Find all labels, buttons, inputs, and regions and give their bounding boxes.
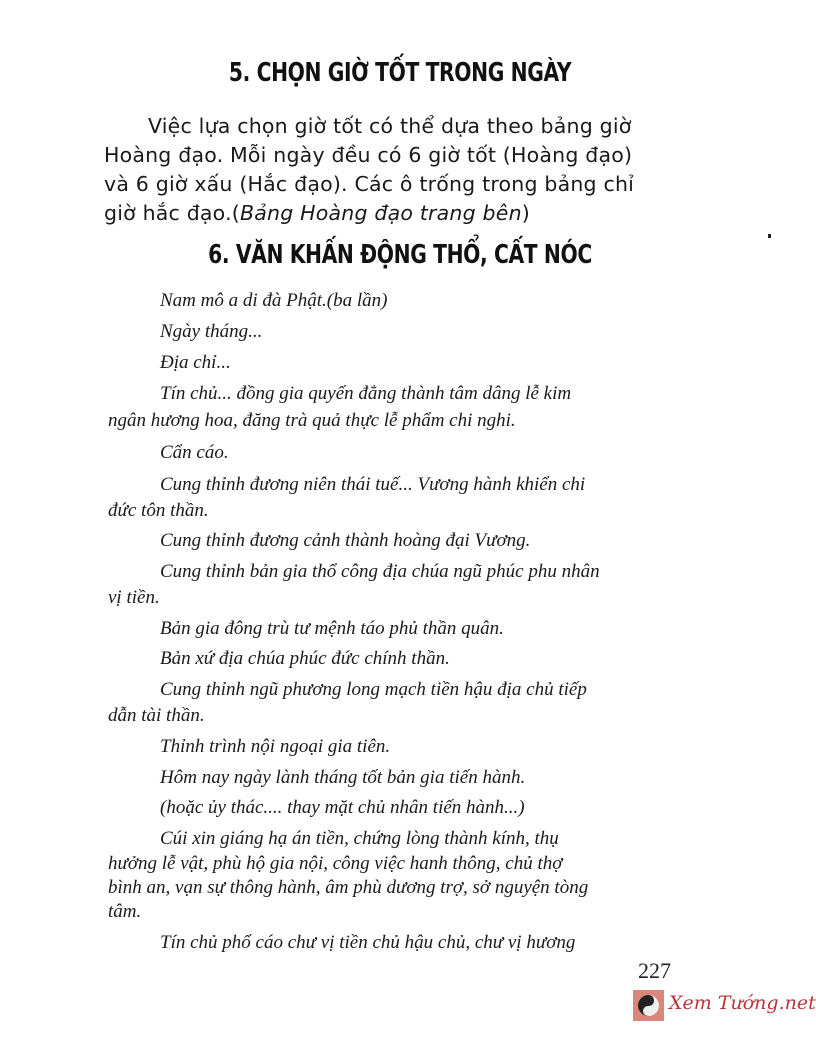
prayer-line: hưởng lễ vật, phù hộ gia nội, công việc hanh thông, chủ thợ [108, 853, 563, 874]
prayer-line: Ngày tháng... [160, 321, 263, 342]
prayer-line: Tín chủ phổ cáo chư vị tiền chủ hậu chủ, chư vị hương [160, 932, 576, 953]
prayer-line: vị tiền. [108, 587, 160, 608]
prayer-line: Cúi xin giáng hạ án tiền, chứng lòng thành kính, thụ [160, 828, 559, 849]
prayer-line: bình an, vạn sự thông hành, âm phù dương trợ, sở nguyện tòng [108, 877, 589, 898]
paragraph-text: giờ hắc đạo.( [104, 201, 240, 225]
section-5-paragraph [104, 112, 700, 228]
table-reference-note: Bảng Hoàng đạo trang bên [239, 201, 522, 225]
print-speck [768, 234, 771, 238]
yin-yang-icon [638, 995, 659, 1016]
prayer-line: Cung thỉnh đương niên thái tuế... Vương hành khiển chi [160, 474, 586, 495]
prayer-line: Cung thỉnh bản gia thổ công địa chúa ngũ phúc phu nhân [160, 561, 600, 582]
prayer-line: Bản xứ địa chúa phúc đức chính thần. [160, 648, 450, 669]
prayer-line: Hôm nay ngày lành tháng tốt bản gia tiến hành. [160, 767, 526, 788]
prayer-line: Tín chủ... đồng gia quyến đẳng thành tâm dâng lễ kim [160, 383, 572, 404]
prayer-line: Thỉnh trình nội ngoại gia tiên. [160, 736, 391, 757]
page-number: 227 [638, 958, 671, 983]
prayer-line: Địa chỉ... [160, 352, 231, 373]
paragraph-line: Việc lựa chọn giờ tốt có thể dựa theo bảng giờ [148, 114, 632, 138]
paragraph-line: và 6 giờ xấu (Hắc đạo). Các ô trống trong bảng chỉ [104, 172, 635, 196]
paragraph-text: ) [521, 201, 530, 225]
prayer-line: đức tôn thần. [108, 500, 209, 521]
prayer-line: Cung thỉnh ngũ phương long mạch tiền hậu địa chủ tiếp [160, 679, 587, 700]
watermark-text: Xem Tướng.net [669, 992, 816, 1014]
section-5-heading: 5. CHỌN GIỜ TỐT TRONG NGÀY [228, 58, 572, 88]
prayer-line: tâm. [108, 901, 142, 922]
paragraph-line: Hoàng đạo. Mỗi ngày đều có 6 giờ tốt (Hoàng đạo) [104, 143, 633, 167]
section-6-heading: 6. VĂN KHẤN ĐỘNG THỔ, CẤT NÓC [208, 240, 592, 270]
prayer-line: Cung thỉnh đương cảnh thành hoàng đại Vương. [160, 530, 531, 551]
paragraph-line [104, 199, 700, 228]
watermark-logo [633, 990, 816, 1024]
prayer-line: dẫn tài thần. [108, 705, 205, 726]
prayer-line: (hoặc ủy thác.... thay mặt chủ nhân tiến hành...) [160, 797, 525, 818]
logo-badge [633, 990, 664, 1021]
prayer-line: ngân hương hoa, đăng trà quả thực lễ phẩm chi nghi. [108, 410, 516, 431]
prayer-line: Cẩn cáo. [160, 442, 229, 463]
prayer-line: Nam mô a di đà Phật.(ba lần) [160, 290, 388, 311]
prayer-line: Bản gia đông trù tư mệnh táo phủ thần quân. [160, 618, 504, 639]
